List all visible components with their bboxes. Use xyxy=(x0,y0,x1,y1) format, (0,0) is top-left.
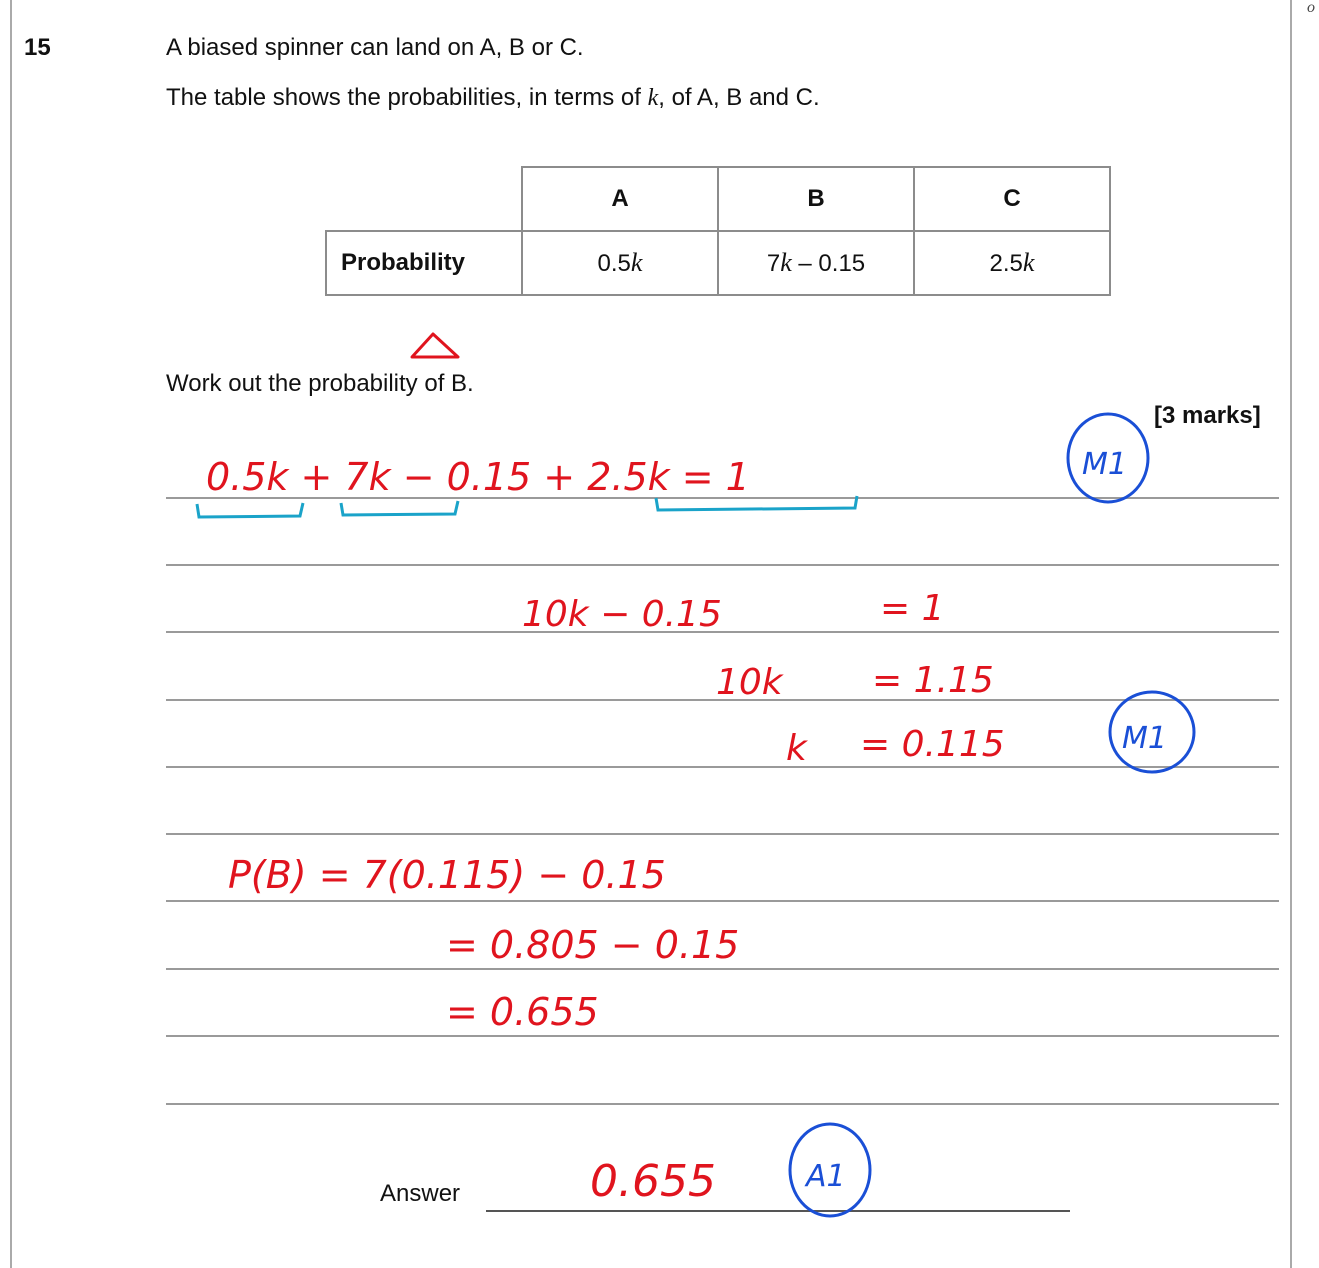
table-cell-b: 7k – 0.15 xyxy=(718,231,914,295)
triangle-annotation xyxy=(412,334,458,357)
table-header-c: C xyxy=(914,167,1110,231)
hand-step3-right: = 0.115 xyxy=(860,724,1005,765)
hand-pb-step2: = 0.805 − 0.15 xyxy=(446,923,740,967)
hand-step3-left: k xyxy=(786,728,807,769)
question-number: 15 xyxy=(24,34,51,61)
hand-pb-step3: = 0.655 xyxy=(446,990,599,1034)
question-task: Work out the probability of B. xyxy=(166,370,474,397)
mark-m1-second: M1 xyxy=(1122,721,1167,756)
table-cell-a: 0.5k xyxy=(522,231,718,295)
stem-text-after: , of A, B and C. xyxy=(658,84,820,111)
underline-bracket xyxy=(341,501,458,515)
hand-answer: 0.655 xyxy=(590,1156,716,1207)
hand-step1-left: 10k − 0.15 xyxy=(522,594,722,635)
mark-a1: A1 xyxy=(806,1159,846,1194)
answer-label: Answer xyxy=(380,1180,461,1207)
marks-label: [3 marks] xyxy=(1154,402,1261,429)
hand-step1-right: = 1 xyxy=(880,588,945,629)
stem-text-before: The table shows the probabilities, in terms of xyxy=(166,84,648,111)
stem-variable: k xyxy=(647,85,659,111)
table-header-b: B xyxy=(718,167,914,231)
table-cell-c: 2.5k xyxy=(914,231,1110,295)
corner-mark: o xyxy=(1307,0,1315,16)
mark-m1-first: M1 xyxy=(1082,447,1127,482)
hand-line1: 0.5k + 7k − 0.15 + 2.5k = 1 xyxy=(206,455,750,499)
table-row-label: Probability xyxy=(326,231,522,295)
table-header-a: A xyxy=(522,167,718,231)
hand-pb-line: P(B) = 7(0.115) − 0.15 xyxy=(228,853,666,897)
underline-bracket xyxy=(197,503,303,517)
hand-step2-right: = 1.15 xyxy=(872,660,994,701)
question-stem-line1: A biased spinner can land on A, B or C. xyxy=(166,34,584,61)
hand-step2-left: 10k xyxy=(716,662,783,703)
